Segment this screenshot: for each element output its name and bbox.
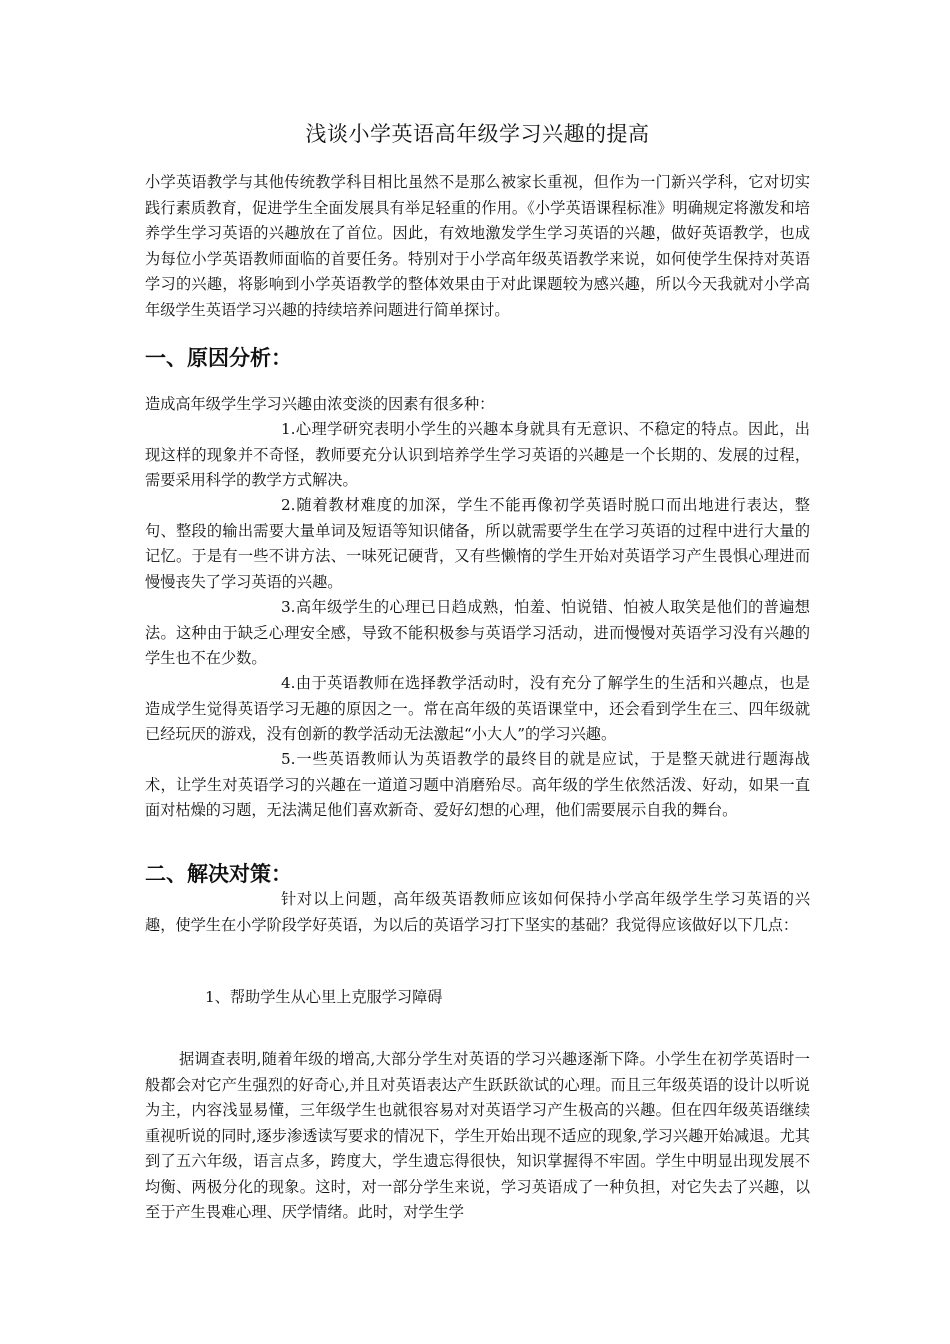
cause-item-1: 1.心理学研究表明小学生的兴趣本身就具有无意识、不稳定的特点。因此，出现这样的现象并不奇怪，教师要充分认识到培养学生学习英语的兴趣是一个长期的、发展的过程，需要采用科学的教学方式解决。 [145, 420, 810, 489]
cause-item-2: 2.随着教材难度的加深，学生不能再像初学英语时脱口而出地进行表达，整句、整段的输出需要大量单词及短语等知识储备，所以就需要学生在学习英语的过程中进行大量的记忆。于是有一些不讲方法、一味死记硬背，又有些懒惰的学生开始对英语学习产生畏惧心理进而慢慢丧失了学习英语的兴趣。 [145, 496, 810, 591]
cause-item-3: 3.高年级学生的心理已日趋成熟，怕羞、怕说错、怕被人取笑是他们的普遍想法。这种由于缺乏心理安全感，导致不能积极参与英语学习活动，进而慢慢对英语学习没有兴趣的学生也不在少数。 [145, 598, 810, 667]
section1-lead: 造成高年级学生学习兴趣由浓变淡的因素有很多种： [145, 395, 495, 413]
document-title: 浅谈小学英语高年级学习兴趣的提高 [305, 122, 650, 146]
subsection-1-body: 据调查表明,随着年级的增高,大部分学生对英语的学习兴趣逐渐下降。小学生在初学英语时一般都会对它产生强烈的好奇心,并且对英语表达产生跃跃欲试的心理。而且三年级英语的设计以听说为主，内容浅显易懂，三年级学生也就很容易对对英语学习产生极高的兴趣。但在四年级英语继续重视听说的同时,逐步渗透读写要求的情况下，学生开始出现不适应的现象,学习兴趣开始减退。尤其到了五六年级，语言点多，跨度大，学生遗忘得很快，知识掌握得不牢固。学生中明显出现发展不均衡、两极分化的现象。这时，对一部分学生来说，学习英语成了一种负担，对它失去了兴趣，以至于产生畏难心理、厌学情绪。此时，对学生学 [145, 1050, 810, 1221]
section-heading-solutions: 二、解决对策： [145, 862, 292, 886]
intro-paragraph: 小学英语教学与其他传统教学科目相比虽然不是那么被家长重视，但作为一门新兴学科，它对切实践行素质教育，促进学生全面发展具有举足轻重的作用。《小学英语课程标准》明确规定将激发和培养学生学习英语的兴趣放在了首位。因此，有效地激发学生学习英语的兴趣，做好英语教学，也成为每位小学英语教师面临的首要任务。特别对于小学高年级英语教学来说，如何使学生保持对英语学习的兴趣，将影响到小学英语教学的整体效果由于对此课题较为感兴趣，所以今天我就对小学高年级学生英语学习兴趣的持续培养问题进行简单探讨。 [145, 173, 810, 319]
section2-lead: 针对以上问题，高年级英语教师应该如何保持小学高年级学生学习英语的兴趣，使学生在小学阶段学好英语，为以后的英语学习打下坚实的基础？我觉得应该做好以下几点： [145, 890, 810, 934]
subsection-heading-1: 1、帮助学生从心里上克服学习障碍 [205, 988, 443, 1006]
cause-item-4: 4.由于英语教师在选择教学活动时，没有充分了解学生的生活和兴趣点，也是造成学生觉得英语学习无趣的原因之一。常在高年级的英语课堂中，还会看到学生在三、四年级就已经玩厌的游戏，没有创新的教学活动无法激起“小大人”的学习兴趣。 [145, 674, 810, 743]
section-heading-cause-analysis: 一、原因分析： [145, 346, 292, 370]
cause-item-5: 5.一些英语教师认为英语教学的最终目的就是应试，于是整天就进行题海战术，让学生对英语学习的兴趣在一道道习题中消磨殆尽。高年级的学生依然活泼、好动，如果一直面对枯燥的习题，无法满足他们喜欢新奇、爱好幻想的心理，他们需要展示自我的舞台。 [145, 750, 810, 819]
